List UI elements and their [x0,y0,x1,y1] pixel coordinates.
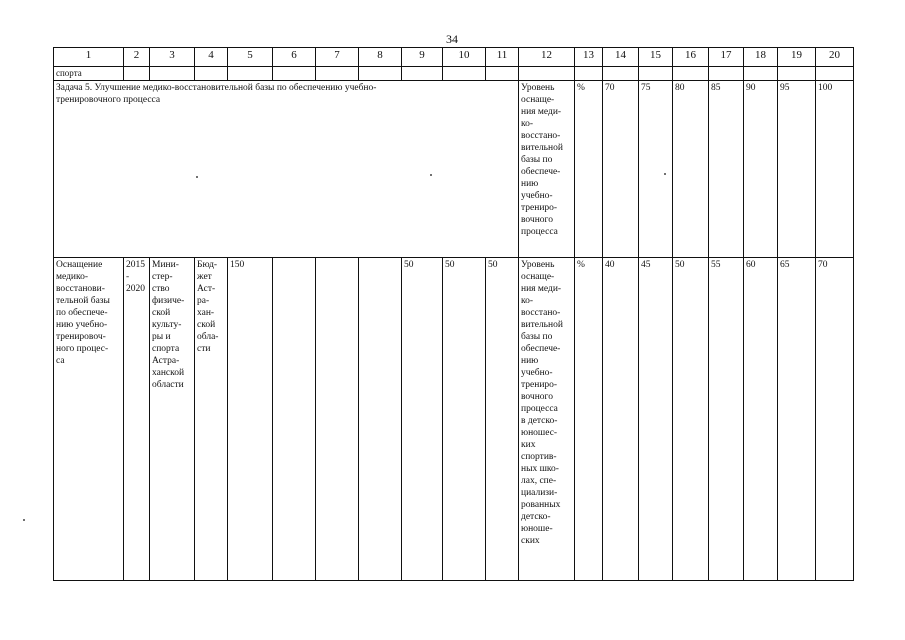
col-header-7: 7 [316,48,359,67]
sport-cell: спорта [54,67,124,81]
equipment-value-16: 50 [673,258,709,581]
scan-speck [23,519,25,521]
period-cell: 2015 - 2020 [124,258,150,581]
col-header-5: 5 [228,48,273,67]
equipment-value-18: 60 [744,258,778,581]
col-header-9: 9 [402,48,443,67]
amount-total-cell: 150 [228,258,273,581]
amount-cell-9: 50 [402,258,443,581]
equipment-value-19: 65 [778,258,816,581]
task5-indicator: Уровень оснаще- ния меди- ко- восстано- вительной базы по обеспече- нию учебно- трениро- вочного процесса [519,81,575,258]
executor-cell: Мини- стер- ство физиче- ской культу- ры и спорта Астра- ханской области [150,258,195,581]
amount-cell-11: 50 [486,258,519,581]
equipment-indicator: Уровень оснаще- ния меди- ко- восстано- вительной базы по обеспече- нию учебно- трениро- вочного процесса в детско- юношес- ких спортив- ных шко- лах, спе- циализи- рованных детско- юноше- ских [519,258,575,581]
col-header-4: 4 [195,48,228,67]
task5-value-20: 100 [816,81,854,258]
col-header-19: 19 [778,48,816,67]
equipment-value-14: 40 [603,258,639,581]
task5-value-14: 70 [603,81,639,258]
program-table [53,47,854,581]
col-header-8: 8 [359,48,402,67]
col-header-6: 6 [273,48,316,67]
sport-row [54,67,854,81]
header-row [54,48,854,67]
amount-cell-8 [359,258,402,581]
scan-speck [664,173,666,175]
equipment-value-20: 70 [816,258,854,581]
measure-name: Оснащение медико- восстанови- тельной базы по обеспече- нию учебно- тренировоч- ного процес- са [54,258,124,581]
col-header-3: 3 [150,48,195,67]
col-header-20: 20 [816,48,854,67]
task5-title: Задача 5. Улучшение медико-восстановительной базы по обеспечению учебно- тренировочного процесса [54,81,519,258]
col-header-17: 17 [709,48,744,67]
task5-value-16: 80 [673,81,709,258]
funding-source-cell: Бюд- жет Аст- рa- хан- ской обла- сти [195,258,228,581]
col-header-15: 15 [639,48,673,67]
equipment-row [54,258,854,581]
equipment-value-15: 45 [639,258,673,581]
page-number: 34 [446,32,458,46]
col-header-1: 1 [54,48,124,67]
col-header-13: 13 [575,48,603,67]
col-header-16: 16 [673,48,709,67]
col-header-10: 10 [443,48,486,67]
task5-unit: % [575,81,603,258]
col-header-12: 12 [519,48,575,67]
amount-cell-7 [316,258,359,581]
task5-value-17: 85 [709,81,744,258]
task5-value-15: 75 [639,81,673,258]
col-header-11: 11 [486,48,519,67]
equipment-value-17: 55 [709,258,744,581]
task5-value-18: 90 [744,81,778,258]
equipment-unit: % [575,258,603,581]
col-header-2: 2 [124,48,150,67]
col-header-18: 18 [744,48,778,67]
amount-cell-6 [273,258,316,581]
task5-row [54,81,854,258]
col-header-14: 14 [603,48,639,67]
scan-speck [196,176,198,178]
task5-value-19: 95 [778,81,816,258]
scan-speck [430,174,432,176]
amount-cell-10: 50 [443,258,486,581]
